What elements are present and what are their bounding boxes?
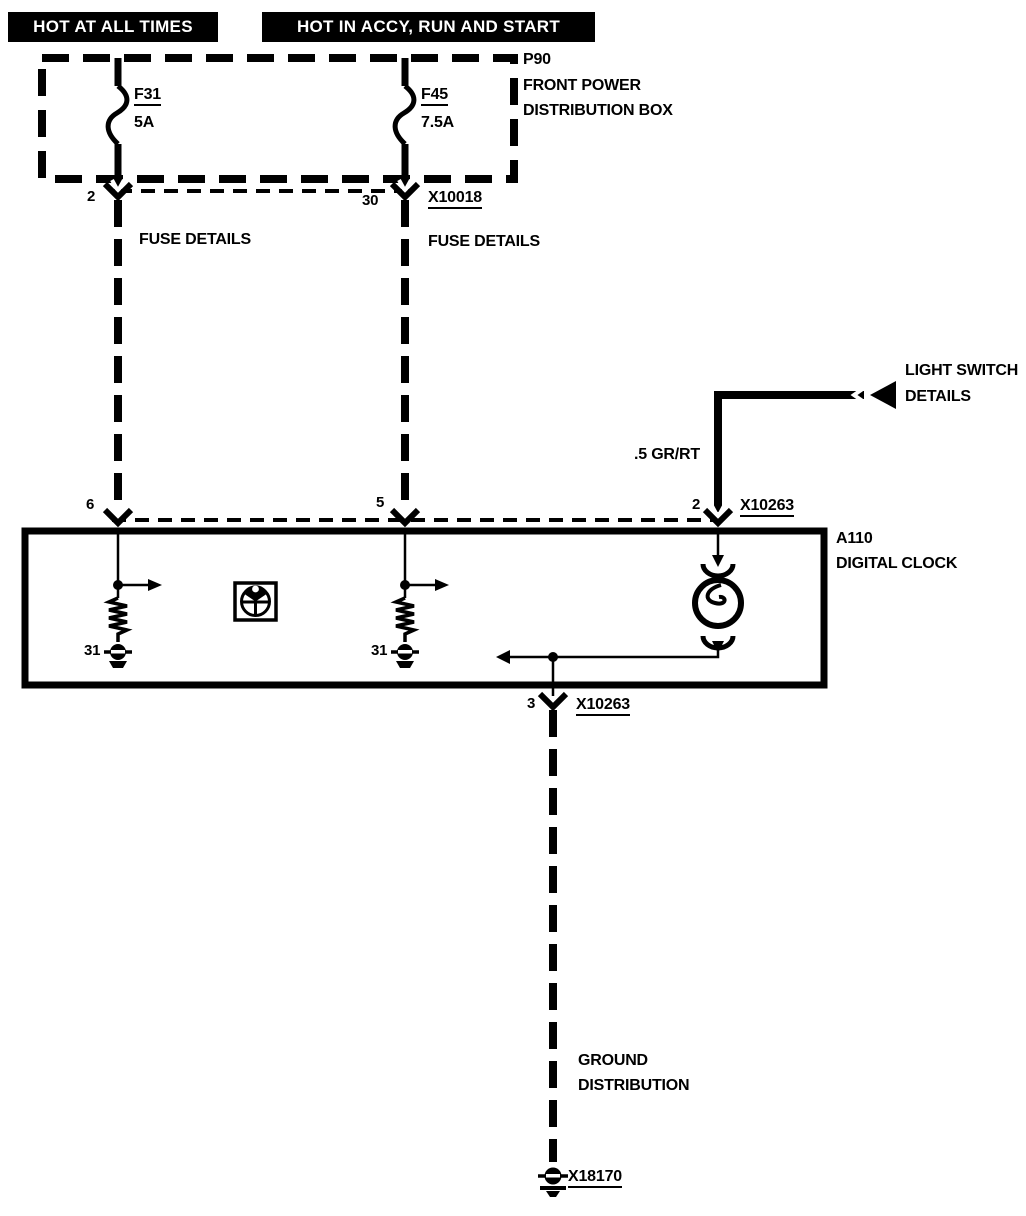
pin-2-label: 2: [87, 188, 96, 205]
terminal-31-left-symbol: [104, 644, 132, 668]
clock-symbol: [235, 583, 276, 620]
wire-color-label: .5 GR/RT: [634, 446, 700, 463]
connector-x10263-top-label: X10263: [740, 497, 794, 515]
fuse-details-right-label: FUSE DETAILS: [428, 233, 540, 250]
fuse-f31-id: F31: [134, 86, 161, 104]
pin-6-label: 6: [86, 496, 95, 513]
connector-pin6-symbol: [105, 506, 131, 523]
ground-ref-line1: GROUND: [578, 1052, 648, 1069]
pin-2-clock-label: 2: [692, 496, 701, 513]
connector-x10263-bottom-label: X10263: [576, 696, 630, 714]
clock-id: A110: [836, 530, 873, 547]
connector-x10018-label: X10018: [428, 189, 482, 207]
lamp-symbol: [695, 534, 741, 653]
banner-hot-accy-run-start: HOT IN ACCY, RUN AND START: [262, 12, 595, 42]
pin-3-label: 3: [527, 695, 536, 712]
light-switch-ref-line1: LIGHT SWITCH: [905, 362, 1019, 379]
fuse-f31-rating: 5A: [134, 114, 155, 131]
fuse-symbol-f31: [108, 58, 127, 193]
power-box-id: P90: [523, 51, 551, 68]
pin-31-mid-label: 31: [371, 642, 388, 659]
pin-5-label: 5: [376, 494, 385, 511]
fuse-symbol-f45: [395, 58, 414, 193]
terminal-31-mid-symbol: [391, 644, 419, 668]
fuse-f45-rating: 7.5A: [421, 114, 454, 131]
banner-hot-at-all-times: HOT AT ALL TIMES: [8, 12, 218, 42]
clock-internal-return-line: [496, 650, 718, 696]
pin-31-left-label: 31: [84, 642, 101, 659]
clock-internal-branch-mid: [396, 534, 449, 642]
ground-terminal-symbol: [538, 1168, 568, 1198]
off-page-arrow-light-switch: [870, 381, 896, 409]
ground-ref-line2: DISTRIBUTION: [578, 1077, 690, 1094]
connector-x18170-label: X18170: [568, 1168, 622, 1186]
clock-internal-branch-left: [109, 534, 162, 642]
power-box-name-line2: DISTRIBUTION BOX: [523, 102, 673, 119]
pin-30-label: 30: [362, 192, 379, 209]
light-switch-ref-line2: DETAILS: [905, 388, 971, 405]
fuse-f45-id: F45: [421, 86, 448, 104]
clock-name: DIGITAL CLOCK: [836, 555, 958, 572]
clock-box-outline: [25, 531, 824, 685]
power-box-name-line1: FRONT POWER: [523, 77, 641, 94]
wire-light-switch-branch: [718, 388, 864, 512]
fuse-details-left-label: FUSE DETAILS: [139, 231, 251, 248]
